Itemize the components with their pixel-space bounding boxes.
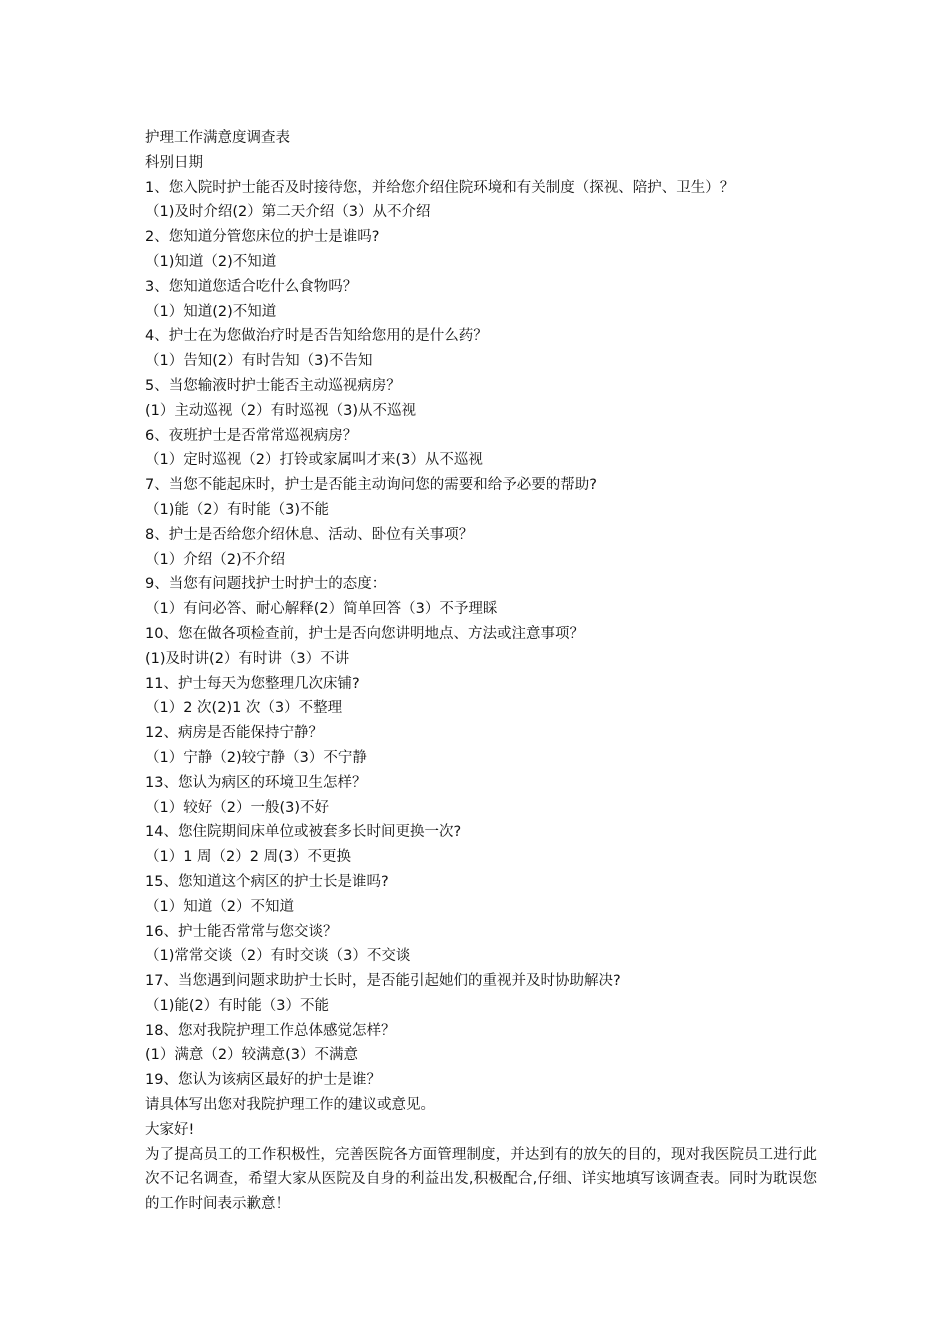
greeting: 大家好! xyxy=(145,1121,195,1138)
answer-options-9: （1）有问必答、耐心解释(2）简单回答（3）不予理睬 xyxy=(145,601,498,618)
answer-options-7: （1)能（2）有时能（3)不能 xyxy=(145,501,329,518)
question-4: 4、护士在为您做治疗时是否告知给您用的是什么药？ xyxy=(145,328,488,345)
question-10: 10、您在做各项检查前，护士是否向您讲明地点、方法或注意事项？ xyxy=(145,625,584,642)
answer-options-15: （1）知道（2）不知道 xyxy=(145,898,294,915)
question-6: 6、夜班护士是否常常巡视病房？ xyxy=(145,427,358,444)
question-8: 8、护士是否给您介绍休息、活动、卧位有关事项？ xyxy=(145,526,474,543)
answer-options-3: （1）知道(2)不知道 xyxy=(145,303,277,320)
question-15: 15、您知道这个病区的护士长是谁吗? xyxy=(145,873,389,890)
answer-options-18: (1）满意（2）较满意(3）不满意 xyxy=(145,1047,358,1064)
question-5: 5、当您输液时护士能否主动巡视病房？ xyxy=(145,377,401,394)
survey-items xyxy=(145,176,825,1118)
question-12: 12、病房是否能保持宁静？ xyxy=(145,725,323,742)
question-11: 11、护士每天为您整理几次床铺? xyxy=(145,675,360,692)
question-1: 1、您入院时护士能否及时接待您，并给您介绍住院环境和有关制度（探视、陪护、卫生）？ xyxy=(145,179,735,196)
closing-paragraph: 为了提高员工的工作积极性，完善医院各方面管理制度，并达到有的放矢的目的，现对我医院员工进行此次不记名调查，希望大家从医院及自身的利益出发,积极配合,仔细、详实地填写该调查表。同时为耽误您的工作时间表示歉意！ xyxy=(145,1146,817,1213)
suggestion-request: 请具体写出您对我院护理工作的建议或意见。 xyxy=(145,1097,435,1114)
answer-options-6: （1）定时巡视（2）打铃或家属叫才来(3）从不巡视 xyxy=(145,452,483,469)
answer-options-1: （1)及时介绍(2）第二天介绍（3）从不介绍 xyxy=(145,204,431,221)
question-17: 17、当您遇到问题求助护士长时，是否能引起她们的重视并及时协助解决? xyxy=(145,973,621,990)
question-2: 2、您知道分管您床位的护士是谁吗? xyxy=(145,229,380,246)
question-14: 14、您住院期间床单位或被套多长时间更换一次? xyxy=(145,824,462,841)
question-16: 16、护士能否常常与您交谈？ xyxy=(145,923,338,940)
answer-options-8: （1）介绍（2)不介绍 xyxy=(145,551,286,568)
department-date-line: 科别日期 xyxy=(145,154,203,171)
question-7: 7、当您不能起床时，护士是否能主动询问您的需要和给予必要的帮助? xyxy=(145,477,597,494)
question-3: 3、您知道您适合吃什么食物吗？ xyxy=(145,278,358,295)
answer-options-17: （1)能(2）有时能（3）不能 xyxy=(145,997,329,1014)
answer-options-11: （1）2 次(2)1 次（3）不整理 xyxy=(145,700,343,717)
document-title: 护理工作满意度调查表 xyxy=(145,130,290,146)
answer-options-5: (1）主动巡视（2）有时巡视（3)从不巡视 xyxy=(145,402,416,419)
answer-options-16: （1)常常交谈（2）有时交谈（3）不交谈 xyxy=(145,948,411,965)
question-18: 18、您对我院护理工作总体感觉怎样？ xyxy=(145,1022,396,1039)
question-9: 9、当您有问题找护士时护士的态度： xyxy=(145,576,387,593)
document-body xyxy=(145,126,825,1217)
answer-options-13: （1）较好（2）一般(3)不好 xyxy=(145,799,329,816)
answer-options-14: （1）1 周（2）2 周(3）不更换 xyxy=(145,849,352,866)
answer-options-4: （1）告知(2）有时告知（3)不告知 xyxy=(145,353,373,370)
question-13: 13、您认为病区的环境卫生怎样？ xyxy=(145,774,367,791)
question-19: 19、您认为该病区最好的护士是谁？ xyxy=(145,1072,381,1089)
answer-options-10: (1)及时讲(2）有时讲（3）不讲 xyxy=(145,650,350,667)
answer-options-12: （1）宁静（2)较宁静（3）不宁静 xyxy=(145,749,367,766)
answer-options-2: （1)知道（2)不知道 xyxy=(145,253,277,270)
